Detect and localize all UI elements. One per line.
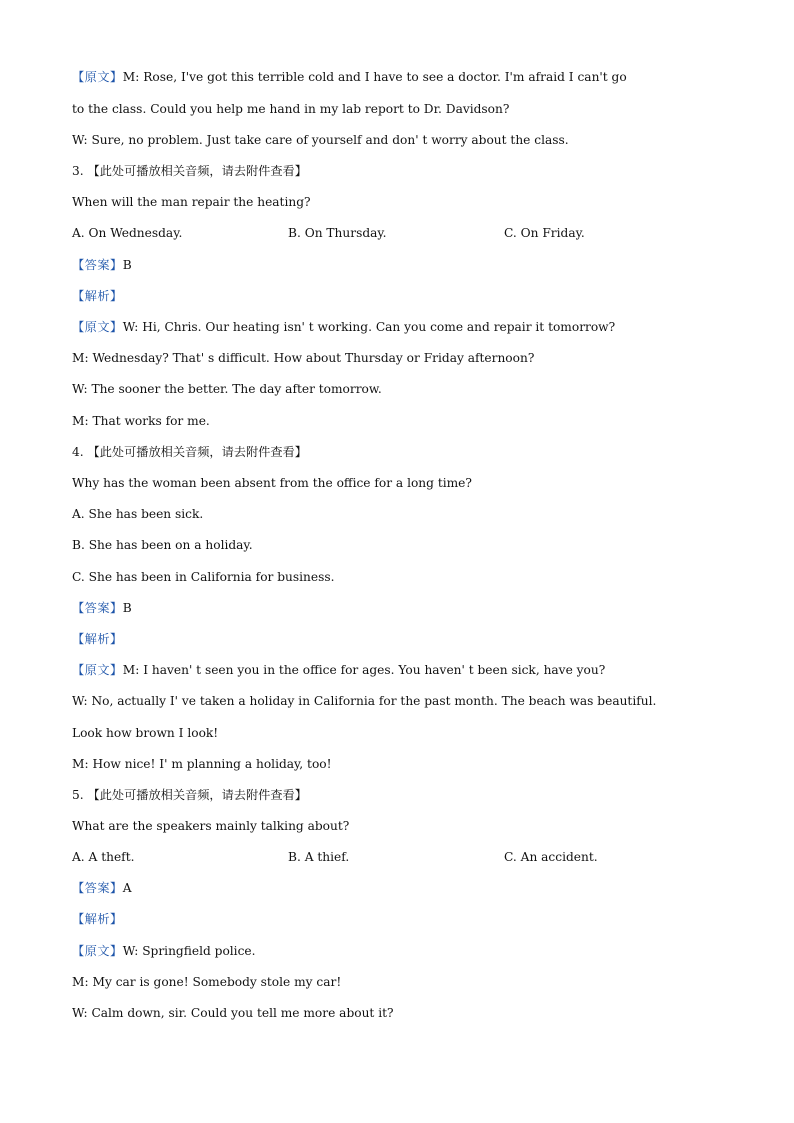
transcript-line: W: Sure, no problem. Just take care of yourself and don' t worry about the class.	[72, 133, 569, 147]
original-tag: 【原文】	[72, 70, 123, 84]
question-5-text: What are the speakers mainly talking about?	[72, 819, 350, 833]
transcript-line: M: How nice! I' m planning a holiday, too!	[72, 757, 332, 771]
question-5-header: 5. 【此处可播放相关音频，请去附件查看】	[72, 788, 307, 802]
answer-line	[72, 257, 734, 273]
answer-line	[72, 880, 734, 896]
answer-value: A	[122, 881, 132, 895]
option-b: B. A thief.	[288, 850, 350, 864]
analysis-line	[72, 631, 734, 647]
transcript-line: W: Calm down, sir. Could you tell me more about it?	[72, 1006, 394, 1020]
transcript-line: 【原文】M: I haven' t seen you in the office for ages. You haven' t been sick, have you?	[72, 663, 606, 677]
transcript-line: 【原文】W: Springfield police.	[72, 944, 256, 958]
original-tag: 【原文】	[72, 944, 123, 958]
original-tag: 【原文】	[72, 663, 123, 677]
transcript-line: W: No, actually I' ve taken a holiday in California for the past month. The beach was beautiful.	[72, 694, 657, 708]
transcript-line: M: My car is gone! Somebody stole my car!	[72, 975, 342, 989]
analysis-line	[72, 288, 734, 304]
option-c: C. She has been in California for business.	[72, 570, 335, 584]
question-4-text: Why has the woman been absent from the office for a long time?	[72, 476, 472, 490]
option-a: A. She has been sick.	[72, 507, 204, 521]
answer-value: B	[122, 258, 132, 272]
answer-tag: 【答案】	[72, 601, 123, 615]
question-3-header: 3. 【此处可播放相关音频，请去附件查看】	[72, 164, 307, 178]
transcript-line: to the class. Could you help me hand in my lab report to Dr. Davidson?	[72, 102, 510, 116]
analysis-tag: 【解析】	[72, 289, 123, 303]
question-4-header: 4. 【此处可播放相关音频，请去附件查看】	[72, 445, 307, 459]
analysis-line	[72, 911, 734, 927]
option-a: A. A theft.	[72, 850, 135, 864]
option-b: B. She has been on a holiday.	[72, 538, 253, 552]
answer-line	[72, 600, 734, 616]
question-3-text: When will the man repair the heating?	[72, 195, 311, 209]
answer-tag: 【答案】	[72, 881, 123, 895]
option-c: C. An accident.	[504, 850, 598, 864]
answer-value: B	[122, 601, 132, 615]
answer-tag: 【答案】	[72, 258, 123, 272]
option-b: B. On Thursday.	[288, 226, 387, 240]
option-c: C. On Friday.	[504, 226, 585, 240]
analysis-tag: 【解析】	[72, 912, 123, 926]
transcript-line: Look how brown I look!	[72, 726, 219, 740]
original-tag: 【原文】	[72, 320, 123, 334]
analysis-tag: 【解析】	[72, 632, 123, 646]
transcript-line: M: That works for me.	[72, 414, 210, 428]
transcript-line: 【原文】W: Hi, Chris. Our heating isn' t working. Can you come and repair it tomorrow?	[72, 320, 616, 334]
option-a: A. On Wednesday.	[72, 226, 183, 240]
transcript-line: 【原文】M: Rose, I've got this terrible cold and I have to see a doctor. I'm afraid I can't go	[72, 70, 627, 84]
transcript-line: W: The sooner the better. The day after tomorrow.	[72, 382, 382, 396]
transcript-line: M: Wednesday? That' s difficult. How about Thursday or Friday afternoon?	[72, 351, 535, 365]
